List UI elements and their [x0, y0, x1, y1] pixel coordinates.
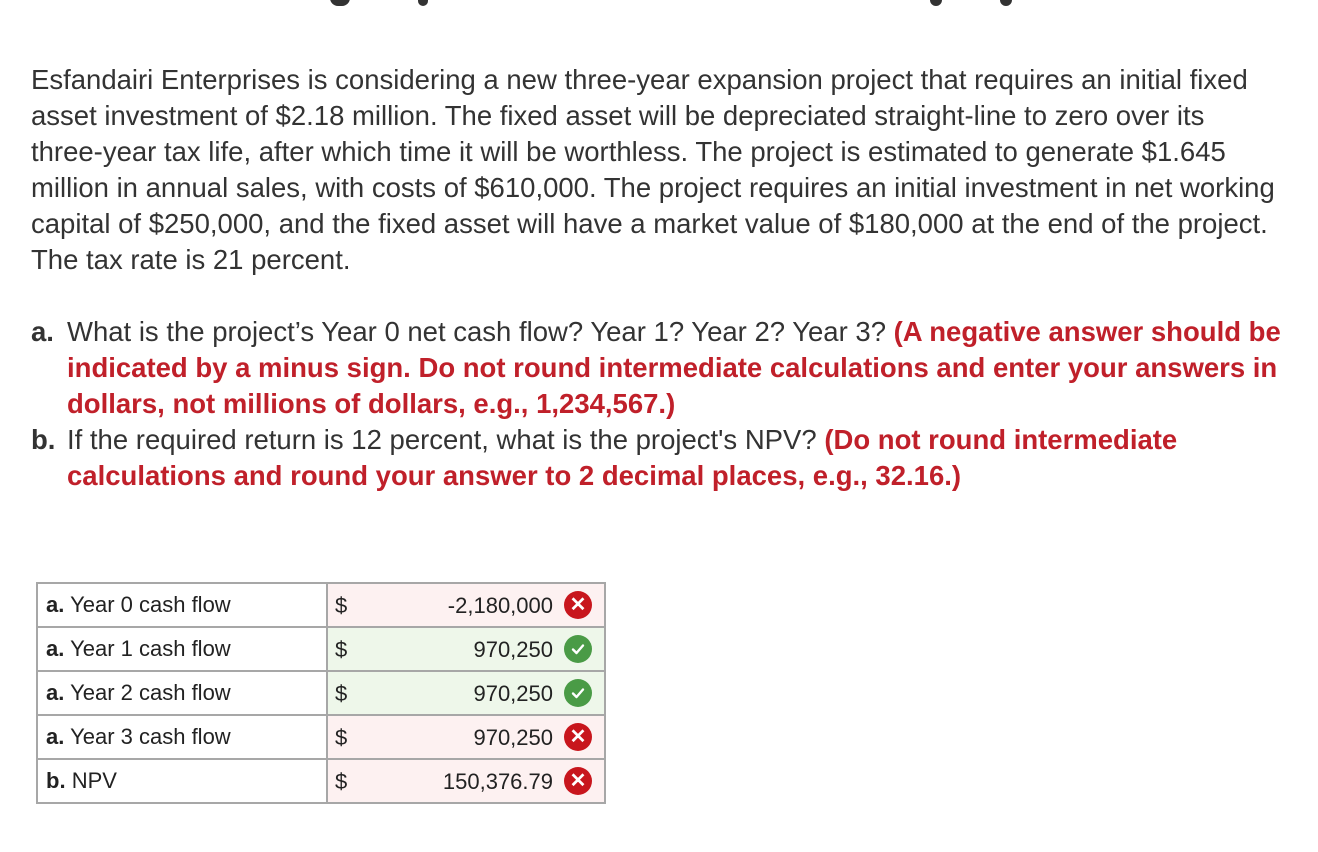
answer-label: b. NPV — [37, 759, 327, 803]
check-icon — [564, 635, 592, 663]
clipped-header-remnant — [0, 0, 1318, 12]
x-icon: ✕ — [564, 767, 592, 795]
question-instruction: (Do not round intermediate calculations and round your answer to 2 decimal places, e.g., 32.16.) — [67, 424, 1178, 491]
answer-row-year-3 — [37, 715, 605, 759]
answer-field[interactable] — [327, 583, 605, 627]
answer-table — [36, 582, 606, 804]
answer-row-year-2 — [37, 671, 605, 715]
question-a — [31, 314, 1281, 422]
answer-field[interactable] — [327, 671, 605, 715]
question-text: What is the project’s Year 0 net cash flow? Year 1? Year 2? Year 3? — [67, 316, 886, 347]
answer-value: 970,250 — [473, 637, 553, 662]
answer-value: 150,376.79 — [442, 769, 553, 794]
answer-value: 970,250 — [473, 681, 553, 706]
question-b — [31, 422, 1281, 494]
question-list — [31, 314, 1281, 494]
currency-symbol: $ — [335, 681, 348, 706]
currency-symbol: $ — [335, 725, 348, 750]
question-text: If the required return is 12 percent, what is the project's NPV? — [67, 424, 817, 455]
question-label: b. — [31, 424, 56, 455]
currency-symbol: $ — [335, 637, 348, 662]
problem-statement: Esfandairi Enterprises is considering a new three-year expansion project that requires an initial fixed asset investment of $2.18 million. The fixed asset will be depreciated straight-line to zero over its three-year tax life, after which time it will be worthless. The project is estimated to generate $1.645 million in annual sales, with costs of $610,000. The project requires an initial investment in net working capital of $250,000, and the fixed asset will have a market value of $180,000 at the end of the project. The tax rate is 21 percent. — [31, 64, 1275, 275]
answer-label: a. Year 2 cash flow — [37, 671, 327, 715]
answer-row-npv — [37, 759, 605, 803]
currency-symbol: $ — [335, 769, 348, 794]
answer-value: 970,250 — [473, 725, 553, 750]
answer-field[interactable] — [327, 759, 605, 803]
answer-label: a. Year 1 cash flow — [37, 627, 327, 671]
answer-label: a. Year 0 cash flow — [37, 583, 327, 627]
answer-row-year-0 — [37, 583, 605, 627]
answer-field[interactable] — [327, 715, 605, 759]
question-label: a. — [31, 316, 54, 347]
answer-field[interactable] — [327, 627, 605, 671]
answer-row-year-1 — [37, 627, 605, 671]
answer-value: -2,180,000 — [447, 593, 553, 618]
x-icon: ✕ — [564, 591, 592, 619]
x-icon: ✕ — [564, 723, 592, 751]
answer-label: a. Year 3 cash flow — [37, 715, 327, 759]
check-icon — [564, 679, 592, 707]
currency-symbol: $ — [335, 593, 348, 618]
question-instruction: (A negative answer should be indicated by a minus sign. Do not round intermediate calculations and enter your answers in dollars, not millions of dollars, e.g., 1,234,567.) — [67, 316, 1281, 419]
